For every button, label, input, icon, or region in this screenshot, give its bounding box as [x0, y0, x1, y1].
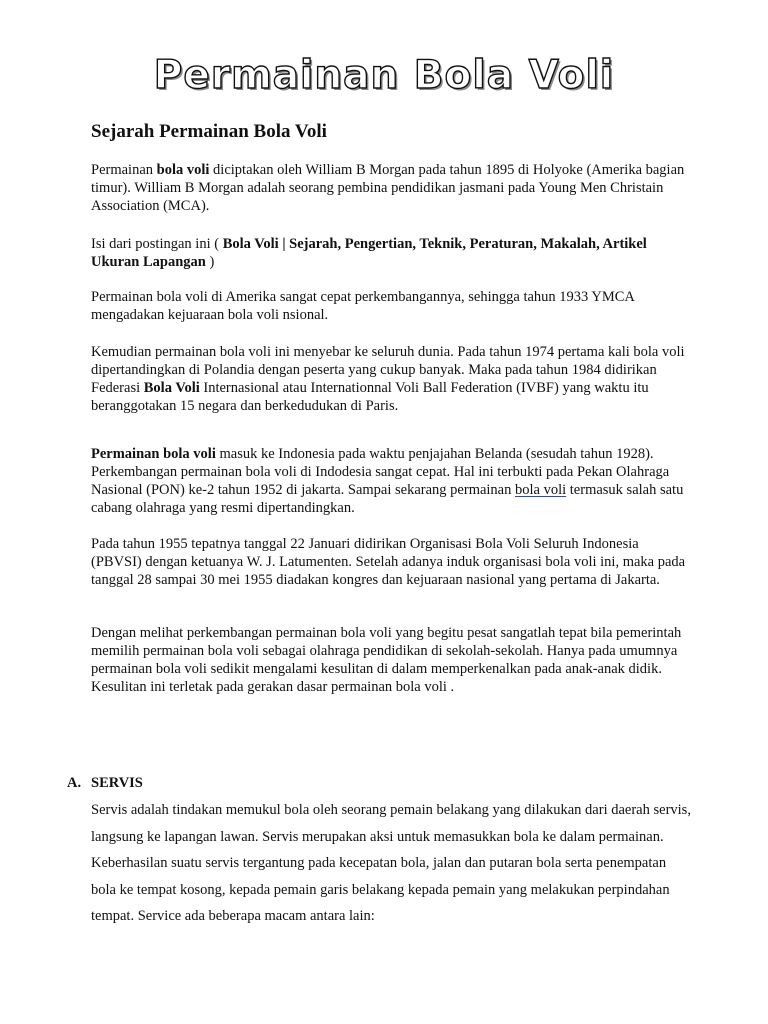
- paragraph-pbvsi: Pada tahun 1955 tepatnya tanggal 22 Januari didirikan Organisasi Bola Voli Seluruh Indonesia (PBVSI) dengan ketuanya W. J. Latumenten. Setelah adanya induk organisasi bola voli ini, maka pada tanggal 28 sampai 30 mei 1955 diadakan kongres dan kejuaraan nasional yang pertama di Jakarta.: [91, 536, 686, 588]
- paragraph-origin: [91, 161, 691, 215]
- paragraph-post-contents: [91, 235, 691, 271]
- paragraph-indonesia-post: termasuk salah satu cabang olahraga yang resmi dipertandingkan.: [91, 482, 684, 516]
- paragraph-servis: Servis adalah tindakan memukul bola oleh seorang pemain belakang yang dilakukan dari daerah servis, langsung ke lapangan lawan. Servis merupakan aksi untuk memasukkan bola ke dalam permainan. Keberhasilan suatu servis tergantung pada kecepatan bola, jalan dan putaran bola serta penempatan bola ke tempat kosong, kepada pemain garis belakang kepada pemain yang melakukan perpindahan tempat. Service ada beberapa macam antara lain:: [91, 802, 691, 924]
- paragraph-worldwide-post: Internasional atau Internationnal Voli Ball Federation (IVBF) yang waktu itu beranggotakan 15 negara dan berkedudukan di Paris.: [91, 380, 649, 414]
- paragraph-america: Permainan bola voli di Amerika sangat cepat perkembangannya, sehingga tahun 1933 YMCA mengadakan kejuaraan bola voli nsional.: [91, 289, 635, 323]
- paragraph-origin-pre: Permainan: [91, 162, 157, 178]
- paragraph-indonesia-bold: Permainan bola voli: [91, 446, 216, 462]
- paragraph-worldwide-pre: Kemudian permainan bola voli ini menyebar ke seluruh dunia. Pada tahun 1974 pertama kali bola voli dipertandingkan di Polandia dengan peserta yang cukup banyak. Maka pada tahun 1984 didirikan Federasi: [91, 344, 685, 396]
- paragraph-origin-bold: bola voli: [156, 162, 210, 178]
- paragraph-worldwide-bold: Bola Voli: [143, 380, 200, 396]
- paragraph-indonesia-mid: masuk ke Indonesia pada waktu penjajahan Belanda (sesudah tahun 1928). Perkembangan permainan bola voli di Indodesia sangat cepat. Hal ini terbukti pada Pekan Olahraga Nasional (PON) ke-2 tahun 1952 di jakarta. Sampai sekarang permainan: [91, 446, 670, 498]
- paragraph-post-contents-post: ): [205, 254, 215, 270]
- section-heading-sejarah: Sejarah Permainan Bola Voli: [91, 121, 327, 142]
- paragraph-post-contents-bold: Bola Voli | Sejarah, Pengertian, Teknik, Peraturan, Makalah, Artikel Ukuran Lapangan: [91, 236, 647, 270]
- list-heading-servis: [67, 774, 143, 792]
- document-title: Permainan Bola Voli: [153, 53, 615, 98]
- paragraph-education: Dengan melihat perkembangan permainan bola voli yang begitu pesat sangatlah tepat bila pemerintah memilih permainan bola voli sebagai olahraga pendidikan di sekolah-sekolah. Hanya pada umumnya permainan bola voli sedikit mengalami kesulitan di dalam memperkenalkan pada anak-anak didik. Kesulitan ini terletak pada gerakan dasar permainan bola voli .: [91, 625, 682, 695]
- paragraph-indonesia: [91, 445, 691, 517]
- bola-voli-link[interactable]: bola voli: [515, 482, 567, 498]
- list-heading-label: SERVIS: [91, 775, 143, 791]
- paragraph-post-contents-pre: Isi dari postingan ini (: [91, 236, 223, 252]
- list-marker: A.: [67, 775, 82, 791]
- paragraph-worldwide: [91, 343, 691, 415]
- paragraph-origin-post: diciptakan oleh William B Morgan pada tahun 1895 di Holyoke (Amerika bagian timur). William B Morgan adalah seorang pembina pendidikan jasmani pada Young Men Christain Association (MCA).: [91, 162, 685, 214]
